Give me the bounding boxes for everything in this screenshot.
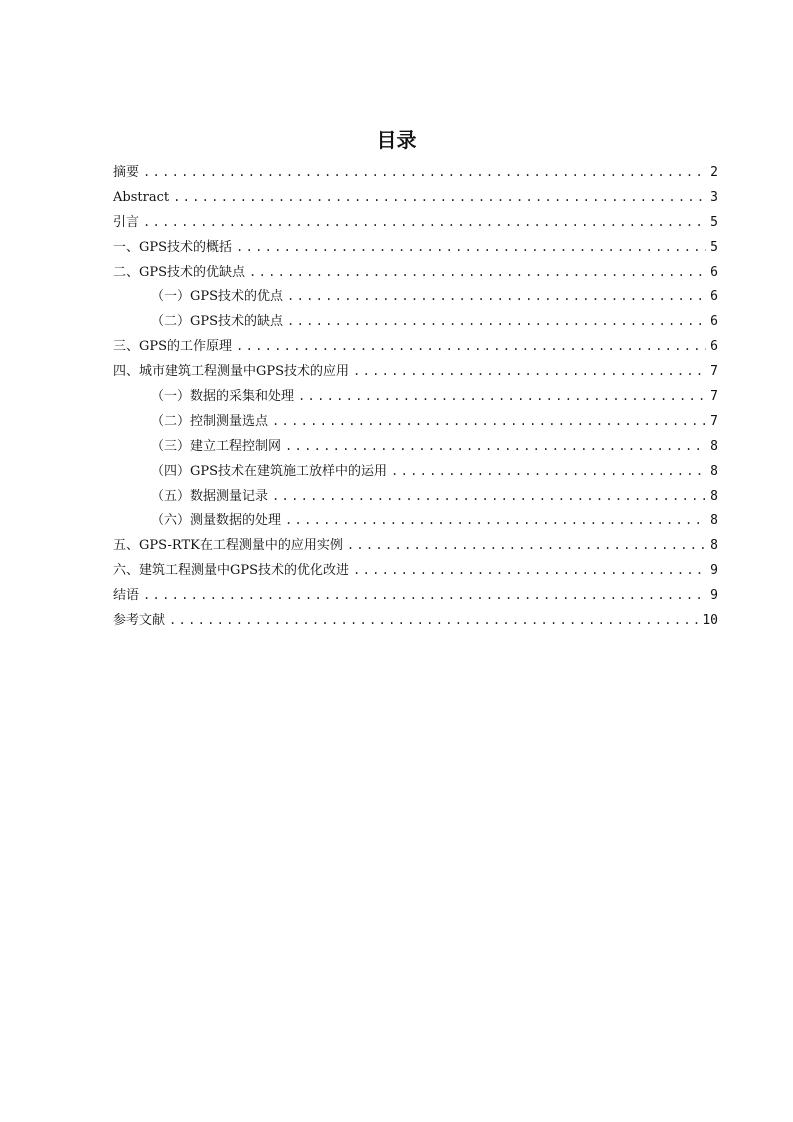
- toc-dot-leader: [143, 212, 706, 232]
- toc-page-number: 5: [710, 239, 718, 255]
- toc-page-number: 8: [710, 538, 718, 554]
- toc-page-number: 6: [710, 314, 718, 330]
- toc-dot-leader: [353, 361, 706, 381]
- toc-entry: [113, 212, 718, 237]
- toc-dot-leader: [353, 560, 706, 580]
- toc-dot-leader: [285, 436, 706, 456]
- toc-entry-label: （一）GPS技术的优点: [151, 289, 284, 305]
- toc-page-number: 6: [710, 264, 718, 280]
- toc-entry-label: 一、GPS技术的概括: [113, 239, 233, 255]
- toc-entry: [113, 560, 718, 585]
- toc-entry-label: 三、GPS的工作原理: [113, 339, 233, 355]
- toc-entry: [113, 510, 718, 535]
- toc-page-number: 6: [710, 339, 718, 355]
- toc-entry-label: （四）GPS技术在建筑施工放样中的运用: [151, 463, 388, 479]
- toc-entry: [113, 311, 718, 336]
- toc-page-number: 8: [710, 463, 718, 479]
- toc-entry: [113, 336, 718, 361]
- toc-entry-label: （二）GPS技术的缺点: [151, 314, 284, 330]
- toc-page-number: 8: [710, 513, 718, 529]
- toc-dot-leader: [298, 386, 706, 406]
- toc-page-number: 5: [710, 214, 718, 230]
- table-of-contents: [113, 162, 718, 635]
- toc-entry-label: 结语: [113, 588, 140, 604]
- toc-entry: [113, 162, 718, 187]
- toc-page-number: 9: [710, 588, 718, 604]
- toc-entry-label: 五、GPS-RTK在工程测量中的应用实例: [113, 538, 343, 554]
- toc-entry-label: 摘要: [113, 165, 140, 180]
- toc-entry-label: 二、GPS技术的优缺点: [113, 264, 246, 280]
- toc-entry: [113, 361, 718, 386]
- toc-entry: [113, 411, 718, 436]
- toc-entry: [113, 486, 718, 511]
- toc-dot-leader: [236, 336, 706, 356]
- toc-entry: [113, 436, 718, 461]
- toc-entry-label: 引言: [113, 214, 140, 230]
- toc-entry: [113, 610, 718, 635]
- toc-title: 目录: [376, 128, 417, 152]
- toc-page-number: 3: [710, 189, 718, 205]
- toc-entry-label: （三）建立工程控制网: [151, 438, 282, 454]
- toc-page-number: 2: [710, 165, 718, 180]
- toc-entry: [113, 237, 718, 262]
- toc-entry-label: （五）数据测量记录: [151, 488, 269, 504]
- toc-page-number: 7: [710, 413, 718, 429]
- toc-entry-label: Abstract: [113, 189, 170, 205]
- toc-dot-leader: [173, 187, 706, 207]
- toc-dot-leader: [249, 262, 706, 282]
- toc-entry: [113, 386, 718, 411]
- toc-entry: [113, 585, 718, 610]
- toc-page-number: 6: [710, 289, 718, 305]
- toc-entry-label: （一）数据的采集和处理: [151, 389, 295, 405]
- toc-entry: [113, 286, 718, 311]
- toc-page-number: 10: [702, 613, 718, 629]
- toc-entry-label: 六、建筑工程测量中GPS技术的优化改进: [113, 563, 350, 579]
- toc-entry-label: 四、城市建筑工程测量中GPS技术的应用: [113, 364, 350, 380]
- toc-entry: [113, 461, 718, 486]
- toc-entry: [113, 187, 718, 212]
- toc-page-number: 7: [710, 364, 718, 380]
- toc-entry-label: 参考文献: [113, 613, 166, 629]
- toc-page-number: 7: [710, 389, 718, 405]
- toc-dot-leader: [285, 510, 706, 530]
- toc-dot-leader: [287, 286, 706, 306]
- toc-dot-leader: [391, 461, 706, 481]
- toc-dot-leader: [347, 535, 706, 555]
- toc-entry-label: （二）控制测量选点: [151, 413, 269, 429]
- toc-entry: [113, 535, 718, 560]
- toc-dot-leader: [143, 585, 706, 605]
- toc-dot-leader: [272, 411, 706, 431]
- toc-page-number: 9: [710, 563, 718, 579]
- toc-page-number: 8: [710, 488, 718, 504]
- toc-dot-leader: [169, 610, 698, 630]
- toc-dot-leader: [236, 237, 706, 257]
- toc-entry: [113, 262, 718, 287]
- toc-dot-leader: [287, 311, 706, 331]
- toc-dot-leader: [272, 486, 706, 506]
- toc-page-number: 8: [710, 438, 718, 454]
- toc-entry-label: （六）测量数据的处理: [151, 513, 282, 529]
- toc-dot-leader: [143, 162, 706, 182]
